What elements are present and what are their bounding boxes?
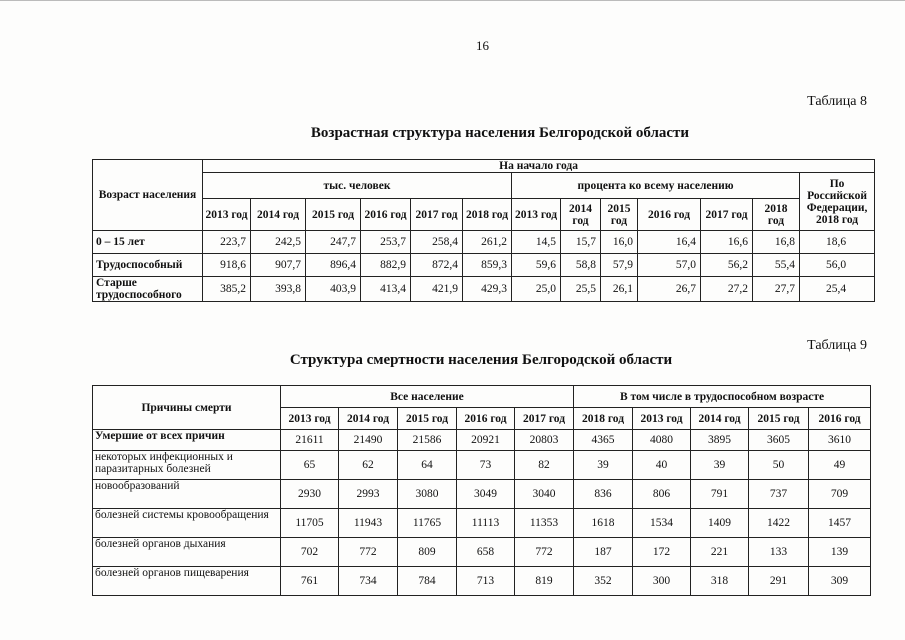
table-cell: 761	[281, 567, 339, 596]
table-cell: 58,8	[561, 254, 601, 277]
table-cell: 658	[457, 538, 515, 567]
table-row	[93, 254, 875, 277]
table-cell: 25,5	[561, 277, 601, 302]
table-cell: 393,8	[251, 277, 306, 302]
table-cell: 772	[515, 538, 574, 567]
table-cell: 16,0	[601, 231, 638, 254]
table-cell: 429,3	[463, 277, 512, 302]
row-label: 0 – 15 лет	[93, 231, 203, 254]
table-cell: 16,6	[701, 231, 753, 254]
table-cell: 413,4	[361, 277, 411, 302]
col-russia-header: По Российской Федерации, 2018 год	[800, 173, 875, 231]
table-cell: 258,4	[411, 231, 463, 254]
group-percent-header: процента ко всему населению	[512, 173, 800, 199]
table-cell: 709	[809, 480, 871, 509]
table-cell: 872,4	[411, 254, 463, 277]
table-cell: 2930	[281, 480, 339, 509]
year-header: 2013 год	[633, 408, 691, 430]
table-row	[93, 538, 871, 567]
year-header: 2016 год	[809, 408, 871, 430]
year-header: 2015 год	[749, 408, 809, 430]
table-cell: 403,9	[306, 277, 361, 302]
table-cell: 1457	[809, 509, 871, 538]
table-cell: 39	[691, 451, 749, 480]
table-cell: 242,5	[251, 231, 306, 254]
table-cell: 18,6	[800, 231, 875, 254]
table-cell: 62	[339, 451, 398, 480]
table-cell: 3040	[515, 480, 574, 509]
year-header: 2013 год	[512, 199, 561, 231]
table-row	[93, 277, 875, 302]
year-header: 2018 год	[463, 199, 512, 231]
table-cell: 1422	[749, 509, 809, 538]
table-cell: 64	[398, 451, 457, 480]
table-cell: 3605	[749, 430, 809, 451]
col-age-header: Возраст населения	[93, 160, 203, 231]
year-header: 2015 год	[601, 199, 638, 231]
table-cell: 57,0	[638, 254, 701, 277]
table-cell: 27,7	[753, 277, 800, 302]
table8-label: Таблица 8	[807, 94, 867, 109]
year-header: 2017 год	[515, 408, 574, 430]
table-cell: 27,2	[701, 277, 753, 302]
table-cell: 3080	[398, 480, 457, 509]
table-cell: 261,2	[463, 231, 512, 254]
table-cell: 421,9	[411, 277, 463, 302]
table-cell: 50	[749, 451, 809, 480]
year-header: 2016 год	[457, 408, 515, 430]
table-cell: 309	[809, 567, 871, 596]
table-cell: 16,4	[638, 231, 701, 254]
age-structure-table	[92, 159, 875, 302]
group-working-header: В том числе в трудоспособном возрасте	[574, 386, 871, 408]
table-cell: 15,7	[561, 231, 601, 254]
top-edge-line	[0, 0, 905, 1]
table-cell: 882,9	[361, 254, 411, 277]
table-cell: 859,3	[463, 254, 512, 277]
table-cell: 4080	[633, 430, 691, 451]
row-label: некоторых инфекционных и паразитарных болезней	[93, 451, 281, 480]
table-cell: 11705	[281, 509, 339, 538]
table-cell: 187	[574, 538, 633, 567]
table-row	[93, 451, 871, 480]
table-cell: 702	[281, 538, 339, 567]
table-cell: 65	[281, 451, 339, 480]
table-cell: 3610	[809, 430, 871, 451]
row-label: Умершие от всех причин	[93, 430, 281, 451]
row-label: болезней органов пищеварения	[93, 567, 281, 596]
table9-title: Структура смертности населения Белгородской области	[289, 352, 673, 368]
table-cell: 352	[574, 567, 633, 596]
table-cell: 39	[574, 451, 633, 480]
table-cell: 25,0	[512, 277, 561, 302]
table-cell: 896,4	[306, 254, 361, 277]
table-cell: 25,4	[800, 277, 875, 302]
year-header: 2017 год	[701, 199, 753, 231]
table-cell: 26,1	[601, 277, 638, 302]
table-row	[93, 480, 871, 509]
table-cell: 73	[457, 451, 515, 480]
table-cell: 56,0	[800, 254, 875, 277]
year-header: 2017 год	[411, 199, 463, 231]
table-cell: 82	[515, 451, 574, 480]
table-cell: 253,7	[361, 231, 411, 254]
table-row	[93, 567, 871, 596]
table-row	[93, 509, 871, 538]
row-label: новообразований	[93, 480, 281, 509]
year-header: 2013 год	[281, 408, 339, 430]
table-cell: 385,2	[203, 277, 251, 302]
table-cell: 14,5	[512, 231, 561, 254]
table-cell: 133	[749, 538, 809, 567]
table-cell: 784	[398, 567, 457, 596]
table-cell: 2993	[339, 480, 398, 509]
year-header: 2016 год	[638, 199, 701, 231]
table-cell: 21611	[281, 430, 339, 451]
table-cell: 221	[691, 538, 749, 567]
page-number: 16	[476, 38, 489, 53]
table-cell: 713	[457, 567, 515, 596]
table-cell: 3049	[457, 480, 515, 509]
table-cell: 139	[809, 538, 871, 567]
table-cell: 57,9	[601, 254, 638, 277]
table-cell: 4365	[574, 430, 633, 451]
table-cell: 223,7	[203, 231, 251, 254]
table-cell: 300	[633, 567, 691, 596]
table-cell: 291	[749, 567, 809, 596]
year-header: 2015 год	[398, 408, 457, 430]
table-cell: 55,4	[753, 254, 800, 277]
table9-label: Таблица 9	[807, 338, 867, 353]
year-header: 2018 год	[753, 199, 800, 231]
row-label: Старше трудоспособного	[93, 277, 203, 302]
row-label: болезней системы кровообращения	[93, 509, 281, 538]
table-cell: 1618	[574, 509, 633, 538]
table-cell: 40	[633, 451, 691, 480]
table-cell: 11765	[398, 509, 457, 538]
table-cell: 907,7	[251, 254, 306, 277]
table-cell: 21490	[339, 430, 398, 451]
row-label: болезней органов дыхания	[93, 538, 281, 567]
table8-title: Возрастная структура населения Белгородской области	[310, 125, 690, 141]
col-causes-header: Причины смерти	[93, 386, 281, 430]
table-cell: 11353	[515, 509, 574, 538]
group-thousands-header: тыс. человек	[203, 173, 512, 199]
table-cell: 49	[809, 451, 871, 480]
table-cell: 918,6	[203, 254, 251, 277]
year-header: 2013 год	[203, 199, 251, 231]
table-cell: 16,8	[753, 231, 800, 254]
table-cell: 59,6	[512, 254, 561, 277]
table-cell: 734	[339, 567, 398, 596]
table-cell: 11113	[457, 509, 515, 538]
mortality-structure-table	[92, 385, 871, 596]
table-cell: 26,7	[638, 277, 701, 302]
table-cell: 809	[398, 538, 457, 567]
table-cell: 737	[749, 480, 809, 509]
table-cell: 772	[339, 538, 398, 567]
table-cell: 20803	[515, 430, 574, 451]
row-label: Трудоспособный	[93, 254, 203, 277]
group-all-header: Все население	[281, 386, 574, 408]
table-cell: 791	[691, 480, 749, 509]
table-cell: 1534	[633, 509, 691, 538]
table-row	[93, 430, 871, 451]
table-cell: 172	[633, 538, 691, 567]
table-cell: 1409	[691, 509, 749, 538]
table-cell: 11943	[339, 509, 398, 538]
table-cell: 806	[633, 480, 691, 509]
year-header: 2014 год	[691, 408, 749, 430]
table-cell: 21586	[398, 430, 457, 451]
year-header: 2014 год	[251, 199, 306, 231]
year-header: 2018 год	[574, 408, 633, 430]
table-cell: 318	[691, 567, 749, 596]
table-cell: 3895	[691, 430, 749, 451]
table-row	[93, 231, 875, 254]
table8-body	[93, 231, 875, 302]
table9-body	[93, 430, 871, 596]
year-header: 2016 год	[361, 199, 411, 231]
year-header: 2015 год	[306, 199, 361, 231]
table-cell: 20921	[457, 430, 515, 451]
table-cell: 819	[515, 567, 574, 596]
table-cell: 247,7	[306, 231, 361, 254]
year-header: 2014 год	[561, 199, 601, 231]
table-cell: 836	[574, 480, 633, 509]
year-header: 2014 год	[339, 408, 398, 430]
table-cell: 56,2	[701, 254, 753, 277]
group-top-header: На начало года	[203, 160, 875, 173]
